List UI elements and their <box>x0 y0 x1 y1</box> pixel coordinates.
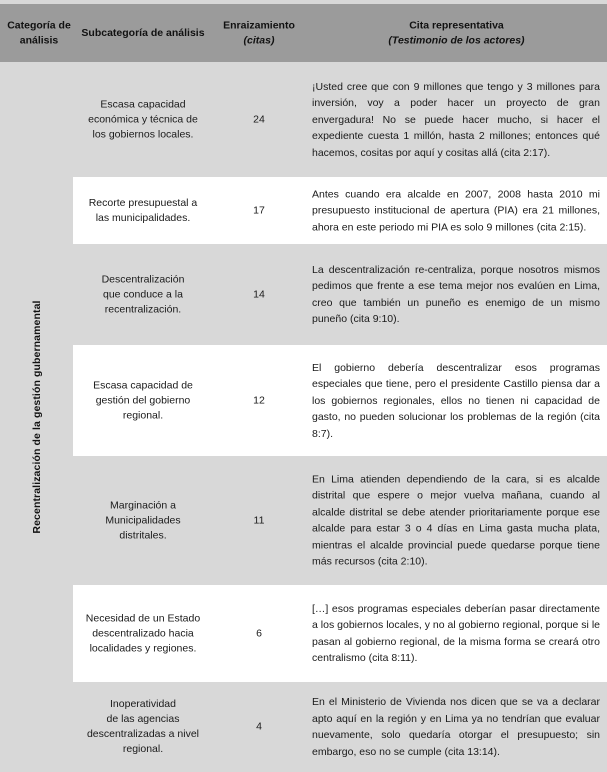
cell-subcategoria: Recorte presupuestal a las municipalidades. <box>88 196 198 224</box>
table-row <box>73 62 607 177</box>
table-row <box>73 585 607 682</box>
cell-subcategoria: Inoperatividad de las agencias descentralizadas a nivel regional. <box>86 698 200 755</box>
table-row <box>73 345 607 456</box>
cell-cita-representativa: Antes cuando era alcalde en 2007, 2008 hasta 2010 mi presupuesto institucional de apertura (PIA) era 21 millones, ahora en este periodo mi PIA es solo 9 millones (cita 2:15). <box>312 187 600 233</box>
cell-cita-representativa: […] esos programas especiales deberían pasar directamente a los gobiernos locales, y no al gobierno regional, porque si le pasan al gobierno regional, de la misma forma se creará otro centralismo (cita 8:11). <box>312 602 600 664</box>
table-row <box>73 244 607 345</box>
cell-cita-representativa: ¡Usted cree que con 9 millones que tengo y 3 millones para inversión, voy a poder hacer un proyecto de gran envergadura! No se puede hacer mucho, si hacer el expediente cuesta 1 millón, hasta 2 millones; entonces qué hacemos, cositas por aquí y cositas allá (cita 2:17). <box>312 80 600 159</box>
cell-enraizamiento-count: 6 <box>256 627 262 639</box>
category-band <box>0 62 73 772</box>
cell-subcategoria: Marginación a Municipalidades distritales. <box>105 499 181 541</box>
category-band-label: Recentralización de la gestión gubernamental <box>30 300 43 534</box>
cell-enraizamiento-count: 24 <box>253 113 265 125</box>
cell-enraizamiento-count: 11 <box>253 514 265 526</box>
column-header-cita <box>308 19 605 48</box>
cell-subcategoria: Necesidad de un Estado descentralizado hacia localidades y regiones. <box>85 612 201 654</box>
column-header-subcategoria-label: Subcategoría de análisis <box>81 26 205 39</box>
cell-cita-representativa: En el Ministerio de Vivienda nos dicen que se va a declarar apto aquí en la región y en Lima ya no tendrían que evaluar nuevamente, solo quedaría otorgar el presupuesto; sin embargo, eso no se cumple (cita 13:14). <box>312 696 600 758</box>
table-row <box>73 177 607 244</box>
column-header-enraizamiento-label: Enraizamiento <box>223 19 295 32</box>
table-header-row <box>0 4 607 62</box>
cell-enraizamiento-count: 12 <box>253 394 265 406</box>
cell-enraizamiento-count: 17 <box>253 204 265 216</box>
column-header-categoria-line1: Categoría de <box>7 19 71 32</box>
column-header-cita-label: Cita representativa <box>409 19 504 32</box>
cell-subcategoria: Escasa capacidad económica y técnica de los gobiernos locales. <box>88 98 198 140</box>
table-row <box>73 682 607 772</box>
cell-enraizamiento-count: 4 <box>256 720 262 733</box>
cell-subcategoria: Descentralización que conduce a la recentralización. <box>101 273 185 315</box>
column-header-cita-sublabel: (Testimonio de los actores) <box>388 34 525 46</box>
column-header-subcategoria <box>76 26 210 41</box>
cell-subcategoria: Escasa capacidad de gestión del gobierno regional. <box>93 379 193 421</box>
column-header-categoria <box>2 19 76 48</box>
cell-cita-representativa: El gobierno debería descentralizar esos programas especiales que tiene, pero el presidente Castillo piensa dar a los gobiernos regionales, ellos no tienen ni capacidad de gasto, no pueden solucionar los problemas de la región (cita 8:7). <box>312 361 600 440</box>
cell-enraizamiento-count: 14 <box>253 288 265 300</box>
cell-cita-representativa: En Lima atienden dependiendo de la cara, si es alcalde distrital que espere o mejor vuelva mañana, cuando al alcalde distrital se debe atender prioritariamente porque ese alcalde para estar 3 o 4 días en Lima gasta mucha plata, mientras el alcalde provincial puede quedarse porque tiene más recursos (cita 2:10). <box>312 473 600 568</box>
column-header-categoria-line2: análisis <box>19 34 59 46</box>
cell-cita-representativa: La descentralización re-centraliza, porque nosotros mismos pedimos que frente a ese tema mejor nos evalúen en Lima, creo que también un puneño es enemigo de un mismo puneño (cita 9:10). <box>312 263 600 325</box>
column-header-enraizamiento <box>210 19 308 48</box>
table-row <box>73 456 607 585</box>
column-header-enraizamiento-sublabel: (citas) <box>243 34 275 46</box>
